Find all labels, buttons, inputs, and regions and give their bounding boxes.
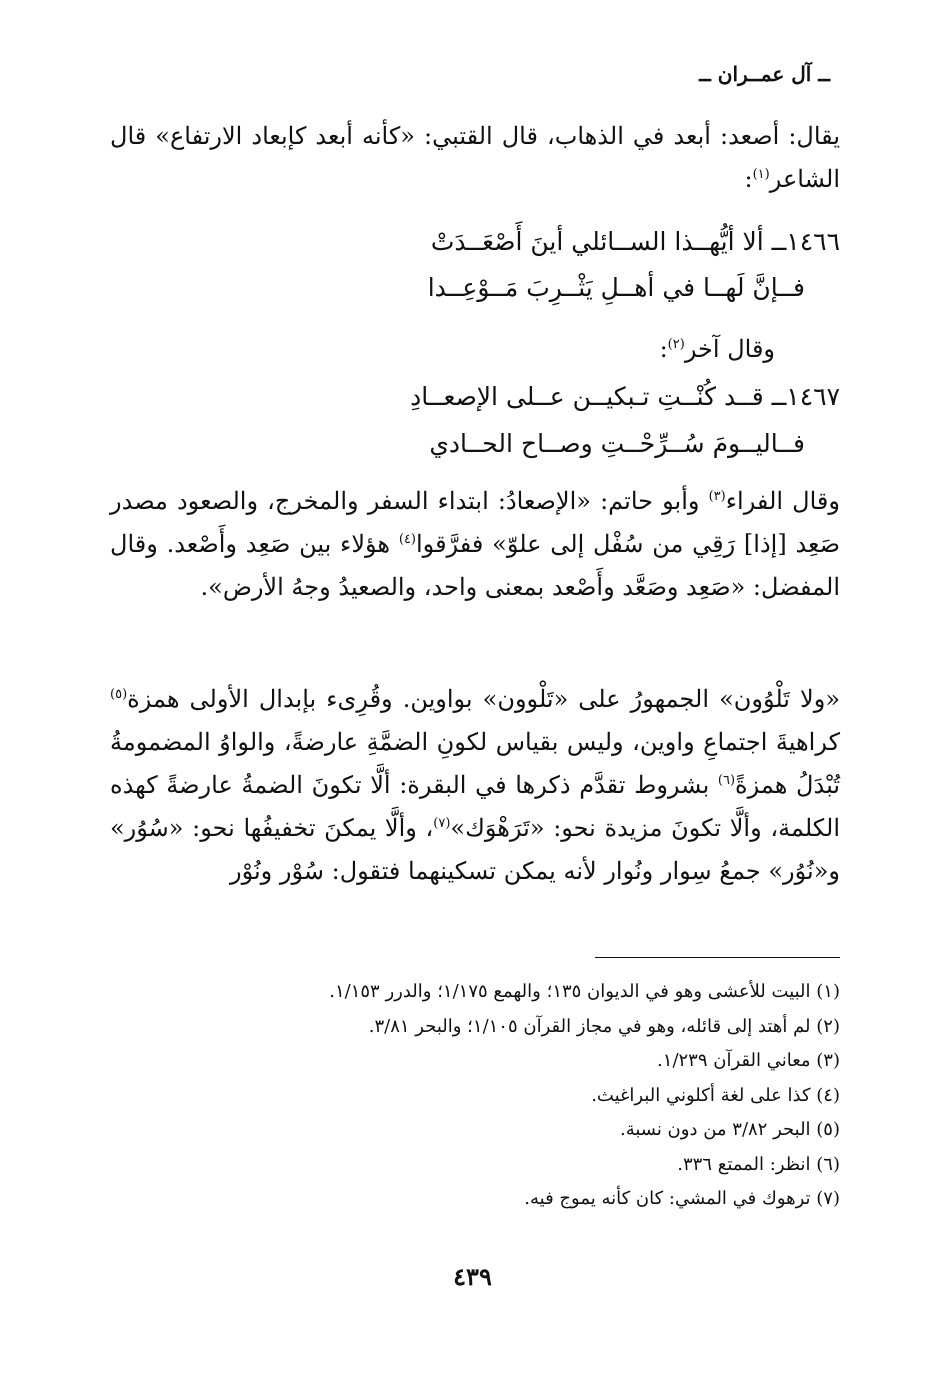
paragraph-2 <box>660 328 775 371</box>
paragraph-2-text: وقال آخر <box>684 335 775 363</box>
paragraph-4-text-c: بشروط تقدَّم ذكرها في البقرة: ألَّا تكونَ الضمةُ عارضةً كهذه الكلمة، وألَّا تكونَ مزيدة نحو: «تَرَهْوَك» <box>110 771 840 842</box>
footnote-ref-1: (١) <box>752 167 770 182</box>
paragraph-1-end: : <box>744 165 753 193</box>
paragraph-1-text: يقال: أصعد: أبعد في الذهاب، قال القتبي: «كأنه أبعد كإبعاد الارتفاع» قال الشاعر <box>110 122 840 193</box>
paragraph-3-text-c: هؤلاء بين صَعِد وأَصْعد. وقال المفضل: «صَعِد وصَعَّد وأَصْعد بمعنى واحد، والصعيدُ وجهُ الأرض». <box>110 530 840 601</box>
footnote-divider <box>595 957 840 958</box>
verse-1466-second-hemistich: فــإنَّ لَهــا في أهــلِ يَثْــرِبَ مَــوْعِــدا <box>427 273 805 302</box>
paragraph-3 <box>110 480 840 609</box>
paragraph-4-text-b: كراهيةَ اجتماعِ واوين، وليس بقياس لكونِ الضمَّةِ عارضةً، والواوُ المضمومةُ تُبْدَلُ همزةً <box>110 728 841 799</box>
footnote-7: (٧) ترهوك في المشي: كان كأنه يموج فيه. <box>524 1188 840 1209</box>
footnote-4: (٤) كذا على لغة أكلوني البراغيث. <box>591 1084 840 1106</box>
footnote-ref-5: (٥) <box>110 687 128 702</box>
footnote-ref-6: (٦) <box>717 773 736 788</box>
paragraph-2-end: : <box>659 335 668 363</box>
footnote-ref-2: (٢) <box>667 337 685 352</box>
paragraph-4-text-d: ، وألَّا يمكنَ تخفيفُها نحو: «سُوُر» و«نُوُر» جمعُ سِوار ونُوار لأنه يمكن تسكينهما فتقول: سُوْر ونُوْر <box>110 814 840 885</box>
running-header: ــ آل عمــران ــ <box>699 62 830 86</box>
footnote-5: (٥) البحر ٣/٨٢ من دون نسبة. <box>619 1119 840 1140</box>
paragraph-3-text-b: وأبو حاتم: «الإصعادُ: ابتداء السفر والمخرج، والصعود مصدر صَعِد [إذا] رَقِي من سُفْل إلى علوّ» ففرَّقوا <box>110 487 840 558</box>
footnote-2: (٢) لم أهتد إلى قائله، وهو في مجاز القرآن ١/١٠٥؛ والبحر ٣/٨١. <box>368 1015 840 1037</box>
footnote-ref-4: (٤) <box>398 532 416 547</box>
footnote-ref-7: (٧) <box>433 816 451 831</box>
verse-1466-first-hemistich: ١٤٦٦ــ ألا أيُّهــذا الســائلي أينَ أَصْعَــدَتْ <box>430 227 840 256</box>
verse-1467-first-hemistich: ١٤٦٧ــ قــد كُنْــتِ تـبكيــن عــلى الإصعــادِ <box>410 382 840 411</box>
paragraph-4-text-a: «ولا تَلْوُون» الجمهورُ على «تَلْوون» بواوين. وقُرِىء بإبدال الأولى همزة <box>127 685 840 713</box>
paragraph-1 <box>110 115 840 201</box>
verse-1467-second-hemistich: فــاليــومَ سُــرِّحْــتِ وصــاح الحــادي <box>429 429 805 458</box>
footnote-6: (٦) انظر: الممتع ٣٣٦. <box>677 1153 840 1175</box>
footnote-1: (١) البيت للأعشى وهو في الديوان ١٣٥؛ والهمع ١/١٧٥؛ والدرر ١/١٥٣. <box>329 981 840 1002</box>
paragraph-4 <box>110 678 840 893</box>
page-number: ٤٣٩ <box>453 1262 492 1291</box>
footnote-ref-3: (٣) <box>708 489 726 504</box>
footnote-3: (٣) معاني القرآن ١/٢٣٩. <box>657 1050 840 1071</box>
paragraph-3-text-a: وقال الفراء <box>725 487 840 515</box>
footnotes-list <box>110 975 840 1217</box>
